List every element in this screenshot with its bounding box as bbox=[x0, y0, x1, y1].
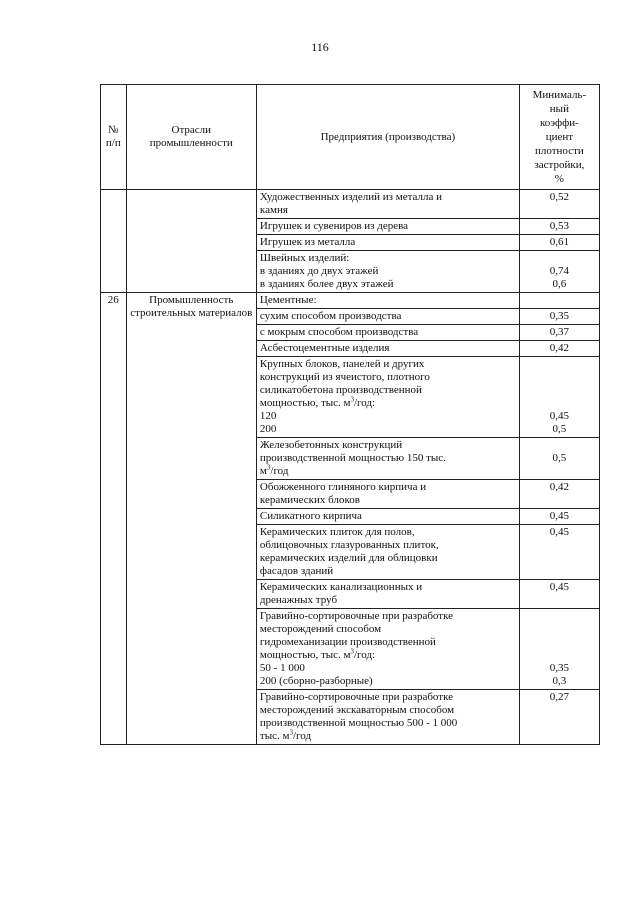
enterprise-line: месторождений способом bbox=[259, 623, 382, 635]
enterprise-line: 120 bbox=[259, 410, 277, 422]
coefficient-value: 0,35 bbox=[549, 662, 570, 674]
enterprise-line: месторождений экскаваторным способом bbox=[259, 704, 455, 716]
enterprise-line: с мокрым способом производства bbox=[259, 326, 419, 338]
coefficient-cell bbox=[519, 509, 599, 525]
enterprise-line: мощностью, тыс. $м^3$/год: bbox=[259, 395, 376, 409]
coefficient-value bbox=[523, 397, 596, 410]
coefficient-value: 0,6 bbox=[552, 278, 567, 290]
coefficient-value: 0,5 bbox=[552, 423, 567, 435]
coefficient-cell bbox=[519, 580, 599, 609]
coefficient-value: 0,35 bbox=[549, 310, 570, 322]
enterprise-line: Швейных изделий: bbox=[259, 252, 350, 264]
enterprise-line: 200 bbox=[259, 423, 277, 435]
enterprise-line: тыс. $м^3$/год bbox=[259, 728, 312, 742]
enterprise-line: Гравийно-сортировочные при разработке bbox=[259, 691, 454, 703]
coefficient-value: 0,3 bbox=[552, 675, 567, 687]
header-enterprises: Предприятия (производства) bbox=[256, 85, 519, 190]
table-row bbox=[101, 293, 600, 309]
coefficient-value bbox=[523, 371, 596, 384]
coefficient-cell bbox=[519, 251, 599, 293]
enterprise-line: $м^3$/год bbox=[259, 463, 289, 477]
coefficient-cell bbox=[519, 480, 599, 509]
enterprise-line: Керамических канализационных и bbox=[259, 581, 423, 593]
coefficient-cell bbox=[519, 219, 599, 235]
enterprise-line: керамических блоков bbox=[259, 494, 360, 506]
enterprise-line: гидромеханизации производственной bbox=[259, 636, 436, 648]
coefficient-value: 0,74 bbox=[549, 265, 570, 277]
coefficient-value: 0,5 bbox=[552, 452, 567, 464]
enterprise-cell bbox=[256, 293, 519, 309]
coefficient-cell bbox=[519, 438, 599, 480]
header-num: № п/п bbox=[101, 85, 127, 190]
coefficient-value: 0,52 bbox=[549, 191, 570, 203]
enterprise-line: фасадов зданий bbox=[259, 565, 334, 577]
enterprise-line: сухим способом производства bbox=[259, 310, 402, 322]
row-number bbox=[101, 190, 127, 293]
industry-name: Промышленность строительных материалов bbox=[126, 293, 256, 745]
coefficient-value: 0,53 bbox=[549, 220, 570, 232]
table-row bbox=[101, 190, 600, 219]
enterprise-line: Керамических плиток для полов, bbox=[259, 526, 415, 538]
enterprise-line: Игрушек из металла bbox=[259, 236, 356, 248]
enterprise-line: Гравийно-сортировочные при разработке bbox=[259, 610, 454, 622]
enterprise-line: Цементные: bbox=[259, 294, 317, 306]
enterprise-cell bbox=[256, 609, 519, 690]
enterprise-cell bbox=[256, 190, 519, 219]
enterprise-cell bbox=[256, 509, 519, 525]
enterprise-line: Железобетонных конструкций bbox=[259, 439, 403, 451]
enterprise-cell bbox=[256, 480, 519, 509]
coefficient-cell bbox=[519, 690, 599, 745]
coefficient-value bbox=[523, 294, 596, 307]
enterprise-cell bbox=[256, 525, 519, 580]
coefficient-value: 0,61 bbox=[549, 236, 570, 248]
enterprise-line: Художественных изделий из металла и bbox=[259, 191, 443, 203]
coefficient-value bbox=[523, 252, 596, 265]
enterprise-cell bbox=[256, 219, 519, 235]
coefficient-cell bbox=[519, 235, 599, 251]
enterprise-cell bbox=[256, 580, 519, 609]
coefficient-value: 0,42 bbox=[549, 481, 570, 493]
coefficient-cell bbox=[519, 341, 599, 357]
coefficient-value: 0,37 bbox=[549, 326, 570, 338]
header-industry: Отрасли промышленности bbox=[126, 85, 256, 190]
enterprise-line: дренажных труб bbox=[259, 594, 338, 606]
enterprise-cell bbox=[256, 341, 519, 357]
enterprise-cell bbox=[256, 325, 519, 341]
coefficient-cell bbox=[519, 309, 599, 325]
coefficient-value bbox=[523, 384, 596, 397]
coefficient-value bbox=[523, 610, 596, 623]
enterprise-line: конструкций из ячеистого, плотного bbox=[259, 371, 430, 383]
enterprise-line: Игрушек и сувениров из дерева bbox=[259, 220, 409, 232]
coefficient-value: 0,45 bbox=[549, 410, 570, 422]
enterprise-line: мощностью, тыс. $м^3$/год: bbox=[259, 647, 376, 661]
density-table bbox=[100, 84, 600, 745]
enterprise-line: Крупных блоков, панелей и других bbox=[259, 358, 425, 370]
enterprise-cell bbox=[256, 438, 519, 480]
enterprise-line: камня bbox=[259, 204, 288, 216]
coefficient-cell bbox=[519, 293, 599, 309]
coefficient-cell bbox=[519, 357, 599, 438]
coefficient-value: 0,45 bbox=[549, 526, 570, 538]
enterprise-line: в зданиях до двух этажей bbox=[259, 265, 379, 277]
enterprise-line: 200 (сборно-разборные) bbox=[259, 675, 373, 687]
coefficient-cell bbox=[519, 325, 599, 341]
enterprise-cell bbox=[256, 357, 519, 438]
header-coefficient: Минималь- ный коэффи- циент плотности застройки, % bbox=[519, 85, 599, 190]
industry-name bbox=[126, 190, 256, 293]
enterprise-line: облицовочных глазурованных плиток, bbox=[259, 539, 439, 551]
enterprise-cell bbox=[256, 309, 519, 325]
coefficient-cell bbox=[519, 609, 599, 690]
table-header-row bbox=[101, 85, 600, 190]
enterprise-line: производственной мощностью 500 - 1 000 bbox=[259, 717, 458, 729]
coefficient-value bbox=[523, 439, 596, 452]
enterprise-line: Обожженного глиняного кирпича и bbox=[259, 481, 427, 493]
coefficient-value: 0,42 bbox=[549, 342, 570, 354]
enterprise-cell bbox=[256, 690, 519, 745]
coefficient-value bbox=[523, 623, 596, 636]
coefficient-value: 0,27 bbox=[549, 691, 570, 703]
coefficient-value bbox=[523, 649, 596, 662]
enterprise-line: производственной мощностью 150 тыс. bbox=[259, 452, 446, 464]
enterprise-line: Силикатного кирпича bbox=[259, 510, 362, 522]
enterprise-line: 50 - 1 000 bbox=[259, 662, 305, 674]
enterprise-line: Асбестоцементные изделия bbox=[259, 342, 390, 354]
coefficient-value bbox=[523, 465, 596, 478]
coefficient-cell bbox=[519, 190, 599, 219]
coefficient-value: 0,45 bbox=[549, 510, 570, 522]
page-number: 116 bbox=[311, 40, 329, 54]
coefficient-value: 0,45 bbox=[549, 581, 570, 593]
enterprise-line: силикатобетона производственной bbox=[259, 384, 422, 396]
coefficient-value bbox=[523, 358, 596, 371]
row-number: 26 bbox=[101, 293, 127, 745]
enterprise-line: в зданиях более двух этажей bbox=[259, 278, 394, 290]
enterprise-cell bbox=[256, 235, 519, 251]
enterprise-cell bbox=[256, 251, 519, 293]
enterprise-line: керамических изделий для облицовки bbox=[259, 552, 438, 564]
coefficient-cell bbox=[519, 525, 599, 580]
coefficient-value bbox=[523, 636, 596, 649]
